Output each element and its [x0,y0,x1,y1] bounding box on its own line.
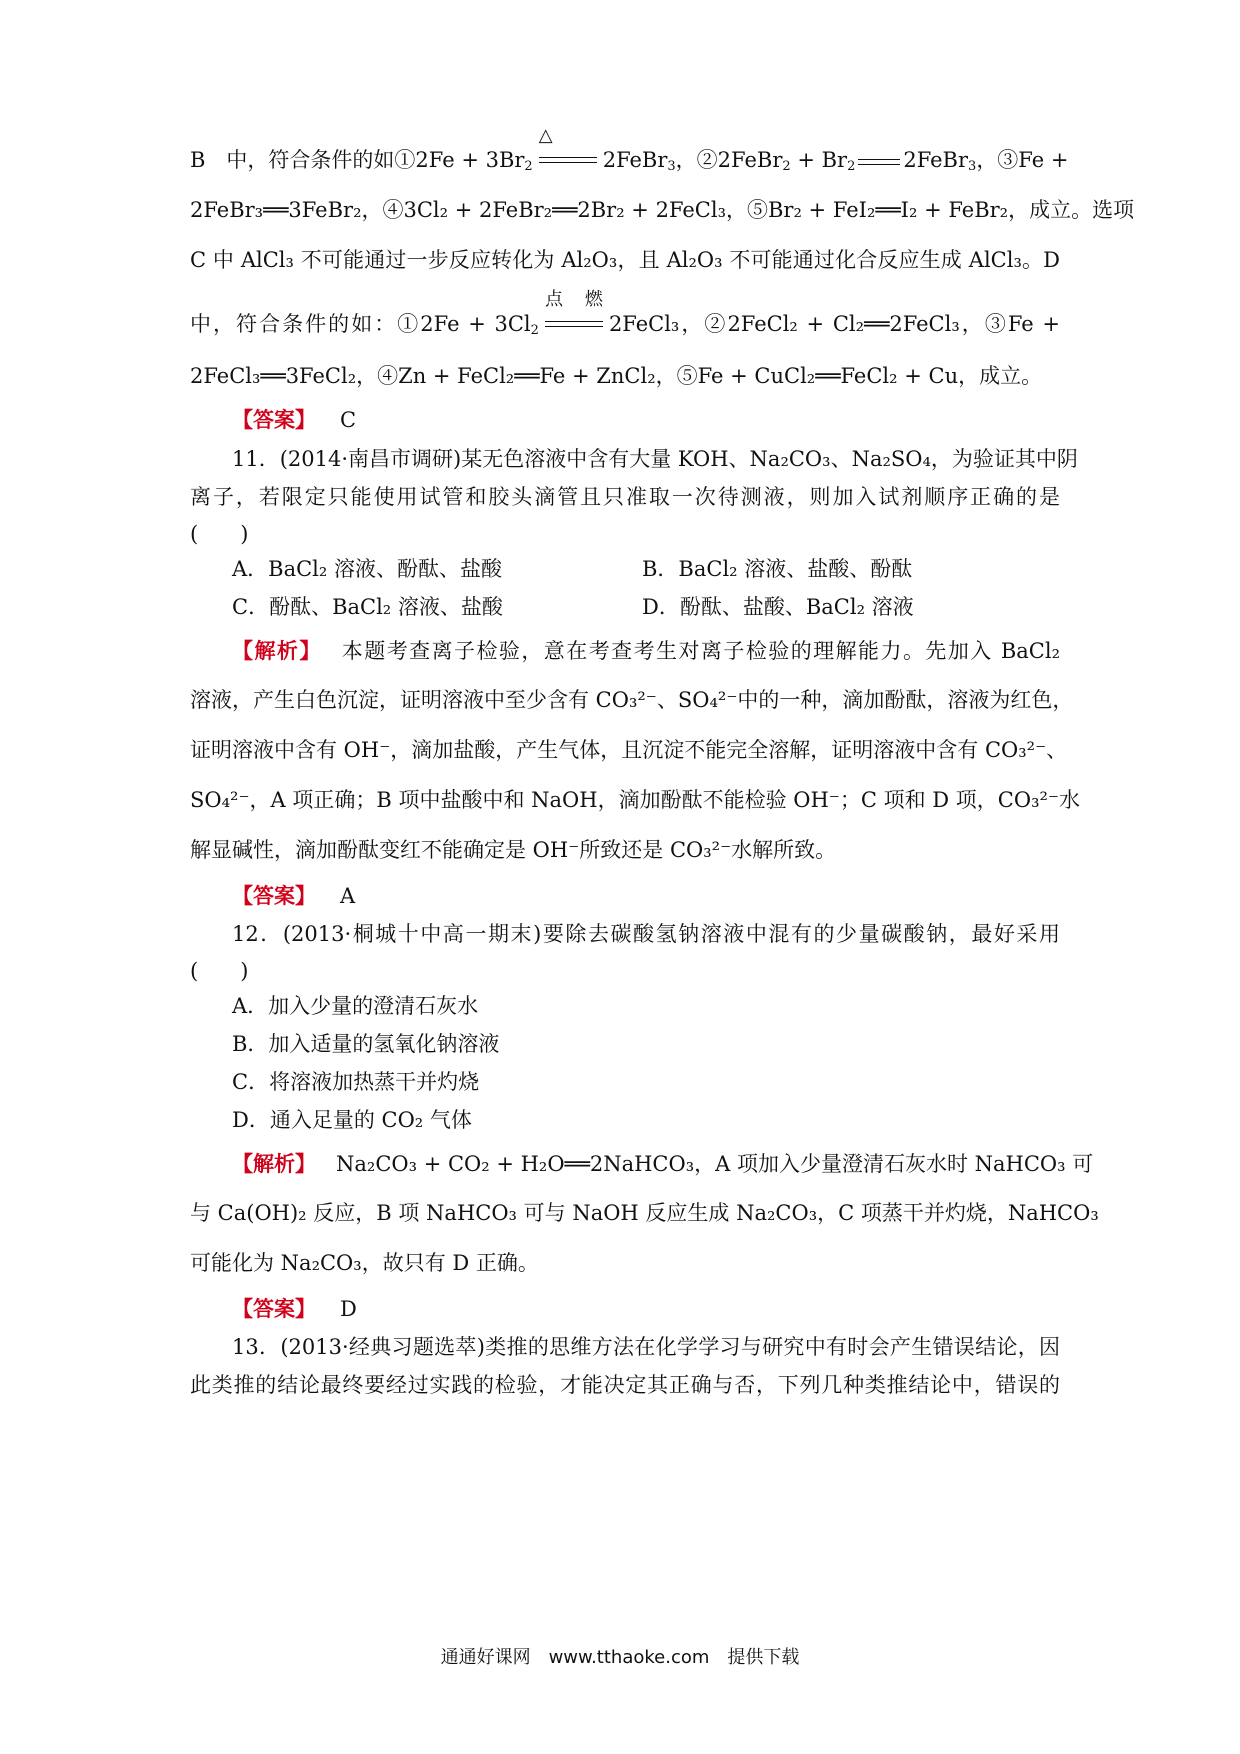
answer-label: 【答案】 [232,883,316,908]
ignite-condition: 点燃 [544,288,603,310]
answer-value: A [340,884,356,908]
question-stem: 离子，若限定只能使用试管和胶头滴管且只准取一次待测液，则加入试剂顺序正确的是 [190,485,1060,509]
analysis-line: 溶液，产生白色沉淀，证明溶液中至少含有 CO₃²⁻、SO₄²⁻中的一种，滴加酚酞，溶液为红色， [190,688,1074,712]
analysis-line: 可能化为 Na₂CO₃，故只有 D 正确。 [190,1251,539,1275]
text-line: 中，符合条件的如：①2Fe + $3Cl_2$ 点燃 2FeCl₃，②2FeCl₂ + Cl₂══2FeCl₃，③Fe + [190,288,1060,338]
analysis-line: 证明溶液中含有 OH⁻，滴加盐酸，产生气体，且沉淀不能完全溶解，证明溶液中含有 CO₃²⁻、 [190,738,1068,762]
text-fragment: B 中，符合条件的如①2Fe + 3Br [190,148,525,172]
question-stem: 12．(2013·桐城十中高一期末)要除去碳酸氢钠溶液中混有的少量碳酸钠，最好采用 [232,922,1060,946]
reaction-condition [538,124,597,171]
answer-line [232,409,1060,431]
option-d: D．通入足量的 CO₂ 气体 [232,1108,472,1132]
analysis-line: SO₄²⁻，A 项正确；B 项中盐酸中和 NaOH，滴加酚酞不能检验 OH⁻；C 项和 D 项，CO₃²⁻水 [190,788,1080,812]
option-c: C．酚酞、BaCl₂ 溶液、盐酸 [232,595,503,619]
analysis-line [232,1151,1094,1176]
text-fragment: ，③Fe + [976,148,1069,172]
answer-line [232,885,1060,907]
answer-value: D [340,1297,357,1321]
page-footer: 通通好课网 www.tthaoke.com 提供下载 [440,1647,800,1668]
answer-paren: ( ) [190,959,249,983]
analysis-label: 【解析】 [232,1151,316,1176]
question-stem: 11．(2014·南昌市调研)某无色溶液中含有大量 KOH、Na₂CO₃、Na₂SO₄，为验证其中阴 [232,447,1078,471]
answer-value: C [340,408,357,432]
text-line: C 中 AlCl₃ 不可能通过一步反应转化为 Al₂O₃，且 Al₂O₃ 不可能通过化合反应生成 AlCl₃。D [190,248,1060,272]
answer-label: 【答案】 [232,1296,316,1321]
text-fragment: ，②2FeBr [675,148,783,172]
reaction-condition [544,288,603,335]
text-line: 2FeBr₃══3FeBr₂，④3Cl₂ + 2FeBr₂══2Br₂ + 2FeCl₃，⑤Br₂ + FeI₂══I₂ + FeBr₂，成立。选项 [190,198,1135,222]
analysis-line: 与 Ca(OH)₂ 反应，B 项 NaHCO₃ 可与 NaOH 反应生成 Na₂CO₃，C 项蒸干并灼烧，NaHCO₃ [190,1201,1099,1225]
analysis-text: Na₂CO₃ + CO₂ + H₂O══2NaHCO₃，A 项加入少量澄清石灰水时 NaHCO₃ 可 [336,1152,1094,1176]
question-stem: 此类推的结论最终要经过实践的检验，才能决定其正确与否，下列几种类推结论中，错误的 [190,1373,1060,1397]
option-row [232,559,1060,580]
text-fragment: 2FeBr [602,148,668,172]
text-line: 2FeCl₃══3FeCl₂，④Zn + FeCl₂══Fe + ZnCl₂，⑤Fe + CuCl₂══FeCl₂ + Cu，成立。 [190,364,1043,388]
analysis-line [232,640,1060,662]
answer-label: 【答案】 [232,407,316,432]
analysis-line: 解显碱性，滴加酚酞变红不能确定是 OH⁻所致还是 CO₃²⁻水解所致。 [190,838,837,862]
text-fragment: + Br [790,148,848,172]
text-fragment: 中，符合条件的如：①2Fe + 3Cl [190,312,531,336]
analysis-label: 【解析】 [232,638,322,663]
option-row [232,597,1060,618]
text-fragment: 2FeCl₃，②2FeCl₂ + Cl₂══2FeCl₃，③Fe + [608,312,1060,336]
option-b: B．BaCl₂ 溶液、盐酸、酚酞 [642,557,913,581]
answer-line [232,1298,1060,1320]
analysis-text: 本题考查离子检验，意在考查考生对离子检验的理解能力。先加入 BaCl₂ [341,639,1061,663]
option-d: D．酚酞、盐酸、BaCl₂ 溶液 [642,595,914,619]
option-c: C．将溶液加热蒸干并灼烧 [232,1070,480,1094]
question-stem: 13．(2013·经典习题选萃)类推的思维方法在化学学习与研究中有时会产生错误结论，因 [232,1335,1060,1359]
option-b: B．加入适量的氢氧化钠溶液 [232,1032,500,1056]
answer-paren: ( ) [190,522,249,546]
heat-symbol: △ [538,124,553,146]
option-a: A．加入少量的澄清石灰水 [232,994,479,1018]
text-fragment: 2FeBr [903,148,969,172]
text-line: B 中，符合条件的如①2Fe + $3Br_2$ △ 2FeBr$_3$，②2FeBr$_2$ + $Br_2$ 2FeBr$_3$，③Fe + [190,124,1069,174]
option-a: A．BaCl₂ 溶液、酚酞、盐酸 [232,557,502,581]
